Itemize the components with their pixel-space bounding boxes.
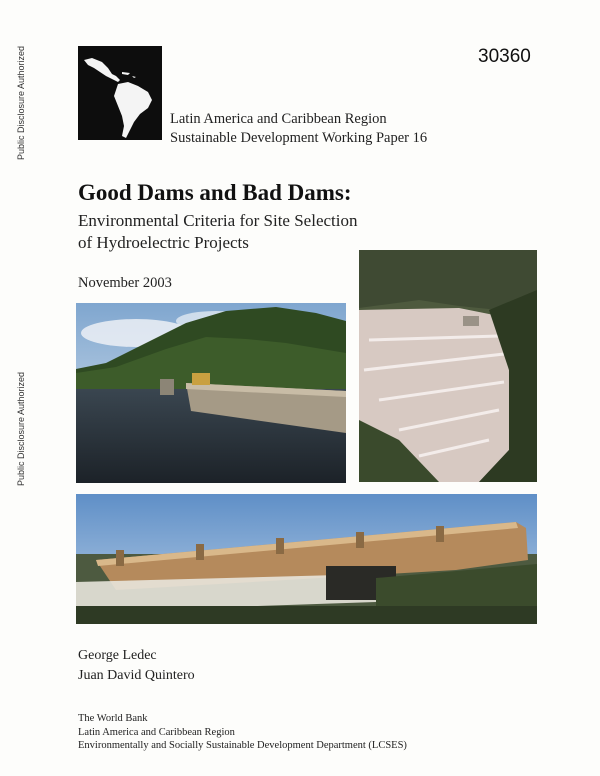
publisher-department: Environmentally and Socially Sustainable Development Department (LCSES) [78,740,407,751]
rockfill-dam-photo [359,250,537,482]
publisher-organization: The World Bank [78,713,148,724]
series-paper-number: Sustainable Development Working Paper 16 [170,130,428,146]
document-number: 30360 [478,46,531,67]
document-title: Good Dams and Bad Dams: [78,180,352,205]
latin-america-map-logo [78,46,162,140]
publisher-region: Latin America and Caribbean Region [78,726,235,738]
dam-reservoir-photo [76,303,346,483]
disclosure-stamp-bottom: Public Disclosure Authorized [16,371,26,486]
series-heading [170,110,427,148]
subtitle-line-1: Environmental Criteria for Site Selection [78,211,358,230]
spillway-photo [76,494,537,624]
author-name: Juan David Quintero [78,668,195,683]
series-region: Latin America and Caribbean Region [170,111,387,127]
publisher-block [78,712,407,753]
document-subtitle [78,210,357,254]
subtitle-line-2: of Hydroelectric Projects [78,233,249,252]
disclosure-stamp-top: Public Disclosure Authorized [16,45,26,160]
author-name: George Ledec [78,648,157,663]
publication-date: November 2003 [78,275,172,291]
authors [78,646,195,686]
